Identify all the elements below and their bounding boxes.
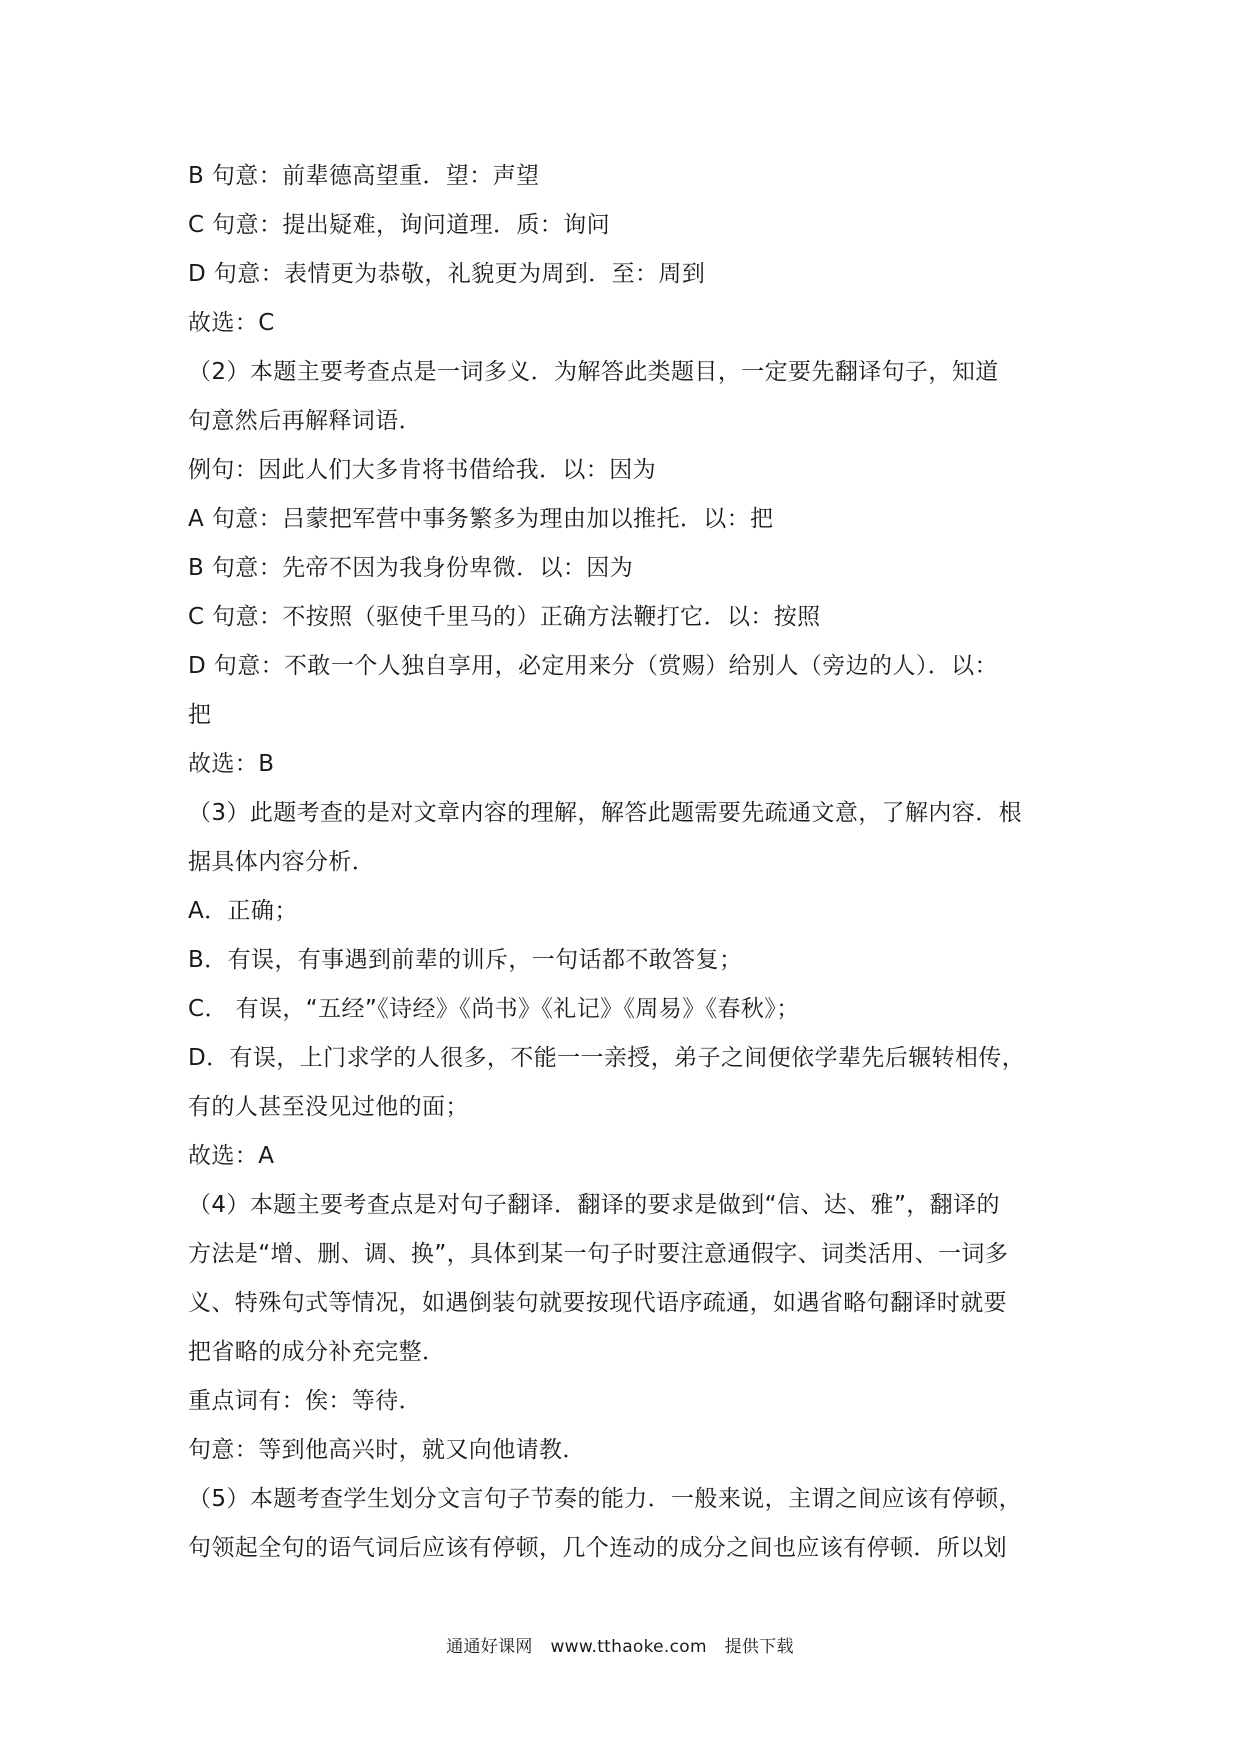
text-line: 重点词有：俟：等待． — [188, 1388, 422, 1414]
text-line: 有的人甚至没见过他的面； — [188, 1094, 469, 1120]
footer-site-name: 通通好课网 — [446, 1637, 533, 1657]
text-line: （2）本题主要考查点是一词多义．为解答此类题目，一定要先翻译句子，知道 — [188, 359, 999, 385]
text-line: D 句意：不敢一个人独自享用，必定用来分（赏赐）给别人（旁边的人）．以： — [188, 653, 998, 679]
text-line: （4）本题主要考查点是对句子翻译．翻译的要求是做到“信、达、雅”，翻译的 — [188, 1192, 1000, 1218]
text-line: 句领起全句的语气词后应该有停顿，几个连动的成分之间也应该有停顿．所以划 — [188, 1535, 1007, 1561]
text-line: 句意：等到他高兴时，就又向他请教． — [188, 1437, 586, 1463]
footer-suffix: 提供下载 — [724, 1637, 794, 1657]
text-line: 方法是“增、删、调、换”，具体到某一句子时要注意通假字、词类活用、一词多 — [188, 1241, 1009, 1267]
text-line: （3）此题考查的是对文章内容的理解，解答此题需要先疏通文意，了解内容．根 — [188, 800, 1023, 826]
text-line: 故选：C — [188, 310, 275, 336]
text-line: D 句意：表情更为恭敬，礼貌更为周到．至：周到 — [188, 261, 706, 287]
text-line: B 句意：前辈德高望重．望：声望 — [188, 163, 540, 189]
text-line: 故选：B — [188, 751, 275, 777]
text-line: C 句意：不按照（驱使千里马的）正确方法鞭打它．以：按照 — [188, 604, 821, 630]
text-line: 义、特殊句式等情况，如遇倒装句就要按现代语序疏通，如遇省略句翻译时就要 — [188, 1290, 1007, 1316]
answer-explanation-text — [188, 152, 1058, 1573]
page-footer — [0, 1632, 1240, 1657]
text-line: 例句：因此人们大多肯将书借给我．以：因为 — [188, 457, 656, 483]
text-line: B．有误，有事遇到前辈的训斥，一句话都不敢答复； — [188, 947, 743, 973]
footer-url: www.tthaoke.com — [550, 1637, 707, 1657]
text-line: 把省略的成分补充完整． — [188, 1339, 446, 1365]
text-line: A．正确； — [188, 898, 298, 924]
text-line: B 句意：先帝不因为我身份卑微．以：因为 — [188, 555, 634, 581]
text-line: 据具体内容分析． — [188, 849, 376, 875]
text-line: 故选：A — [188, 1143, 275, 1169]
text-line: 句意然后再解释词语． — [188, 408, 422, 434]
text-line: C． 有误，“五经”《诗经》《尚书》《礼记》《周易》《春秋》； — [188, 996, 800, 1022]
text-line: D．有误，上门求学的人很多，不能一一亲授，弟子之间便依学辈先后辗转相传， — [188, 1045, 1026, 1071]
text-line: （5）本题考查学生划分文言句子节奏的能力．一般来说，主谓之间应该有停顿， — [188, 1486, 1023, 1512]
text-line: A 句意：吕蒙把军营中事务繁多为理由加以推托．以：把 — [188, 506, 774, 532]
text-line: C 句意：提出疑难，询问道理．质：询问 — [188, 212, 610, 238]
text-line: 把 — [188, 702, 212, 728]
